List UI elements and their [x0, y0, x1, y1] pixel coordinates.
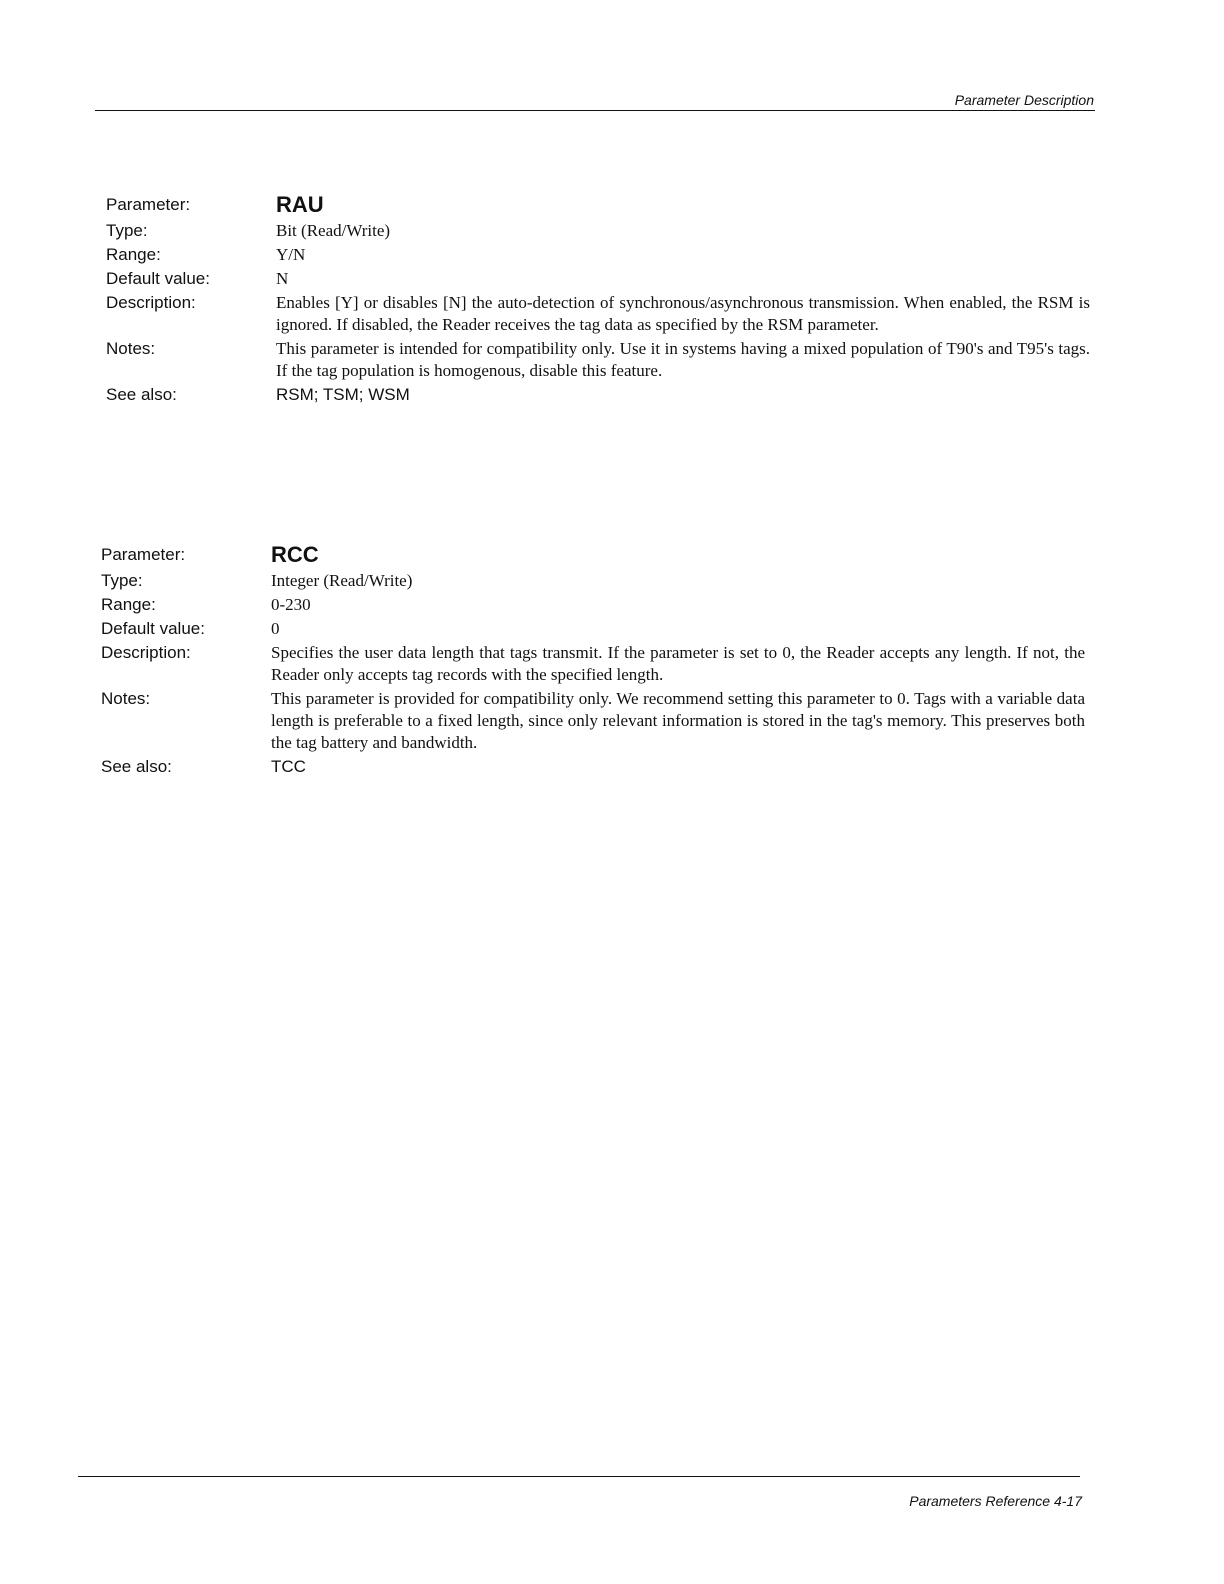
parameter-name: RCC	[271, 542, 319, 567]
page-footer-title: Parameters Reference 4-17	[909, 1493, 1082, 1509]
notes-text: This parameter is intended for compatibility only. Use it in systems having a mixed population of T90's and T95's tags. If the tag population is homogenous, disable this feature.	[276, 339, 1090, 380]
see-also-row	[106, 384, 1090, 406]
range-value: Y/N	[276, 245, 306, 264]
description-row	[101, 642, 1085, 686]
range-value: 0-230	[271, 595, 311, 614]
notes-row	[106, 338, 1090, 382]
type-row	[106, 220, 1090, 242]
notes-label: Notes:	[106, 339, 156, 358]
type-row	[101, 570, 1085, 592]
range-row	[106, 244, 1090, 266]
parameter-label: Parameter:	[101, 545, 186, 564]
description-label: Description:	[106, 293, 196, 312]
description-text: Specifies the user data length that tags transmit. If the parameter is set to 0, the Reader accepts any length. If not, the Reader only accepts tag records with the specified length.	[271, 643, 1085, 684]
range-label: Range:	[101, 595, 156, 614]
default-label: Default value:	[101, 619, 205, 638]
notes-text: This parameter is provided for compatibility only. We recommend setting this parameter to 0. Tags with a variable data length is preferable to a fixed length, since only relevant information is stored in the tag's memory. This preserves both the tag battery and bandwidth.	[271, 689, 1085, 752]
type-label: Type:	[101, 571, 143, 590]
default-label: Default value:	[106, 269, 210, 288]
description-row	[106, 292, 1090, 336]
default-row	[106, 268, 1090, 290]
notes-label: Notes:	[101, 689, 151, 708]
type-label: Type:	[106, 221, 148, 240]
type-value: Bit (Read/Write)	[276, 221, 391, 240]
see-also-label: See also:	[101, 757, 172, 776]
header-rule	[95, 110, 1095, 111]
parameter-block-rau	[106, 192, 1090, 406]
see-also-row	[101, 756, 1085, 778]
type-value: Integer (Read/Write)	[271, 571, 413, 590]
default-value: N	[276, 269, 289, 288]
footer-rule	[78, 1476, 1080, 1477]
parameter-label: Parameter:	[106, 195, 191, 214]
see-also-value: RSM; TSM; WSM	[276, 385, 410, 404]
description-label: Description:	[101, 643, 191, 662]
see-also-value: TCC	[271, 757, 306, 776]
parameter-block-rcc	[101, 542, 1085, 778]
parameter-row	[101, 542, 1085, 568]
parameter-name: RAU	[276, 192, 324, 217]
notes-row	[101, 688, 1085, 754]
default-value: 0	[271, 619, 280, 638]
range-row	[101, 594, 1085, 616]
range-label: Range:	[106, 245, 161, 264]
see-also-label: See also:	[106, 385, 177, 404]
parameter-row	[106, 192, 1090, 218]
description-text: Enables [Y] or disables [N] the auto-detection of synchronous/asynchronous transmission. When enabled, the RSM is ignored. If disabled, the Reader receives the tag data as specified by the RSM parameter.	[276, 293, 1090, 334]
page-header-title: Parameter Description	[954, 92, 1094, 108]
default-row	[101, 618, 1085, 640]
